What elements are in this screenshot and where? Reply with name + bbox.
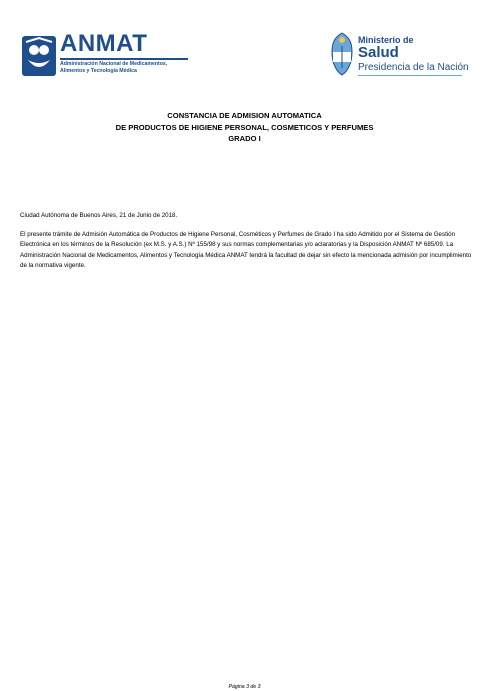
ministerio-line1: Ministerio de [358,35,414,45]
anmat-emblem-icon [22,34,56,78]
body-paragraph: El presente trámite de Admisión Automática de Productos de Higiene Personal, Cosméticos y Perfumes de Grado I ha sido Admitido por el Sistema de Gestión Electrónica en los términos de la Resolución (ex M.S. y A.S.) Nº 155/98 y sus normas complementarias y/o aclaratorias y la Disposición ANMAT Nº 685/09. La Administración Nacional de Medicamentos, Alimentos y Tecnología Médica ANMAT tendrá la facultad de dejar sin efecto la mencionada admisión por incumplimiento de la normativa vigente. [20,231,472,269]
ministerio-divider [358,75,462,76]
title-line3: GRADO I [228,134,261,143]
title-line1: CONSTANCIA DE ADMISION AUTOMATICA [167,111,322,120]
ministerio-line2: Salud [358,44,399,61]
title-line2: DE PRODUCTOS DE HIGIENE PERSONAL, COSMETICOS Y PERFUMES [115,122,374,132]
ministerio-line3: Presidencia de la Nación [358,62,469,73]
page-number: Página 3 de 3 [228,684,261,690]
date-line: Ciudad Autónoma de Buenos Aires, 21 de Junio de 2018. [20,212,178,219]
anmat-subtitle-line1: Administración Nacional de Medicamentos, [60,61,168,67]
anmat-wordmark: ANMAT [60,30,148,57]
ministerio-salud-logo [330,32,470,82]
argentina-shield-icon [330,32,354,76]
anmat-logo [22,30,172,82]
document-title [0,110,489,145]
anmat-subtitle-line2: Alimentos y Tecnología Médica [60,68,137,74]
anmat-subtitle [60,61,200,75]
anmat-divider [60,58,188,60]
